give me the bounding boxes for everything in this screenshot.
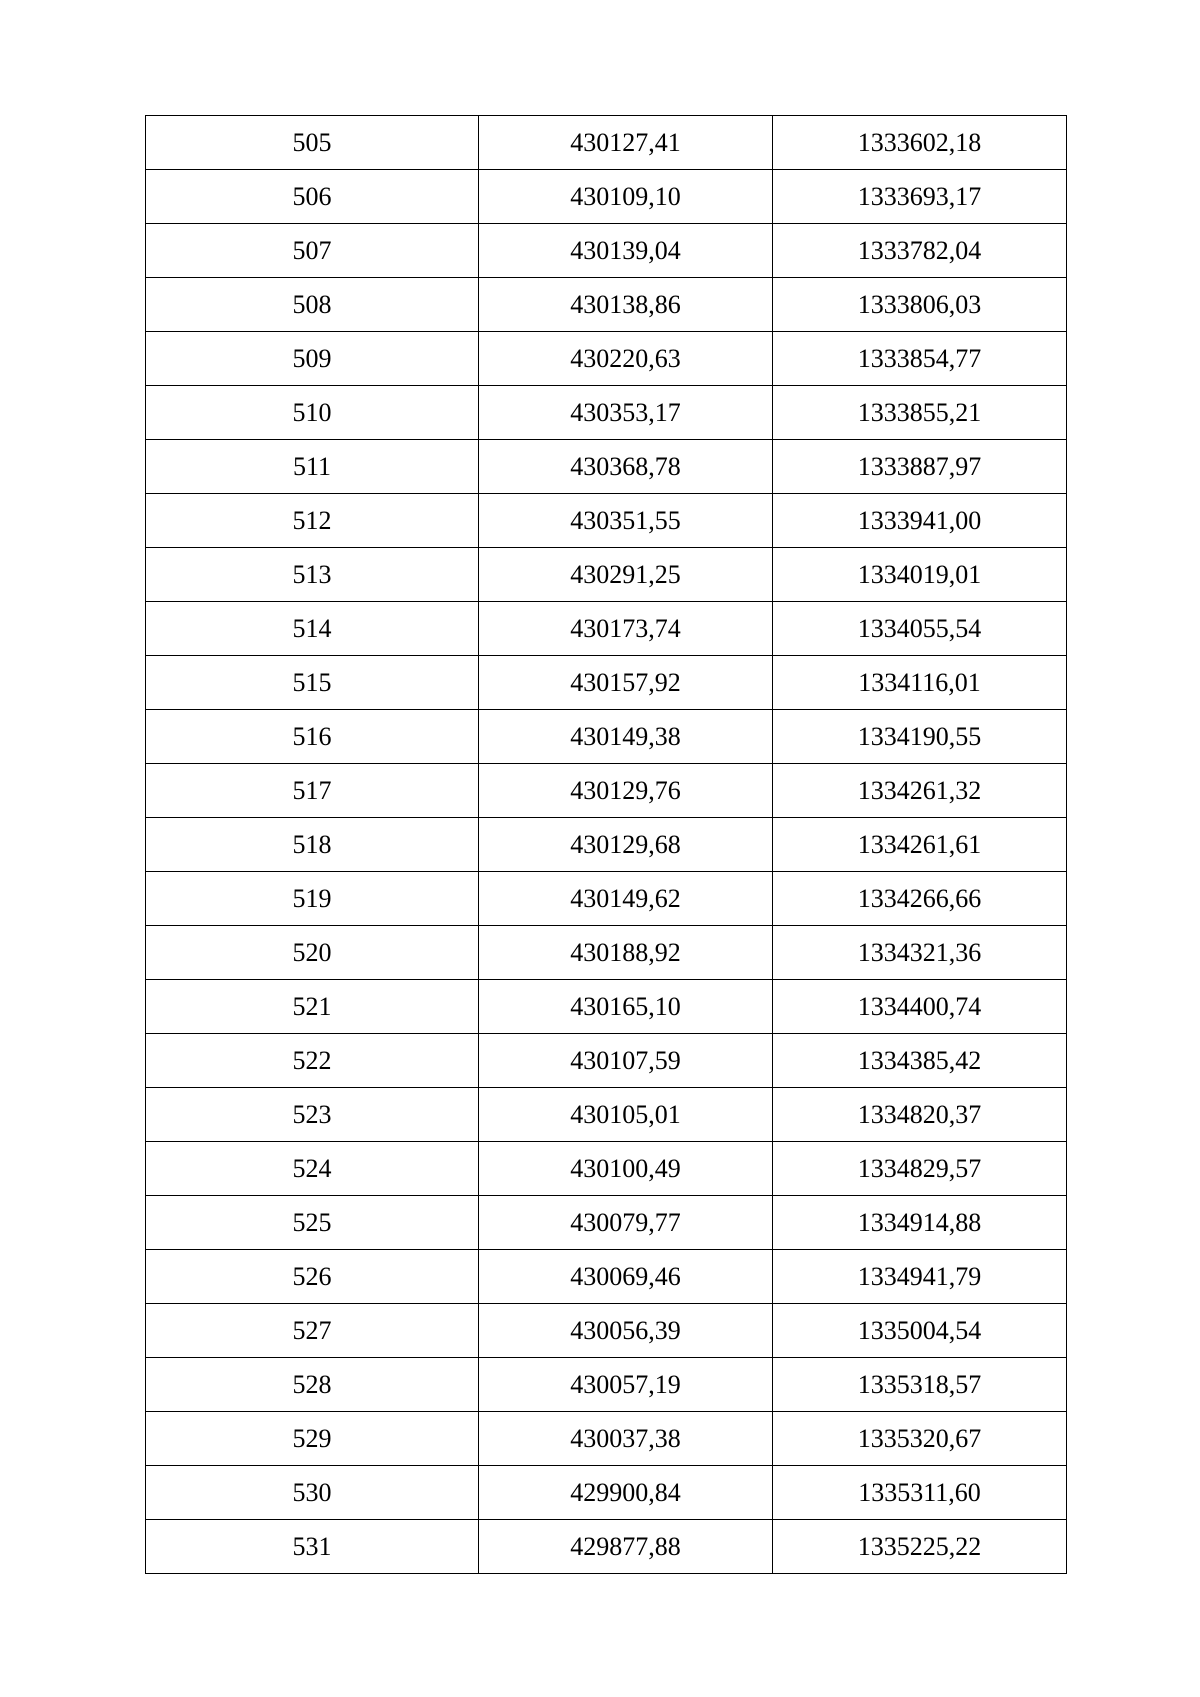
point-number-cell: 519 bbox=[146, 872, 479, 926]
x-coordinate-cell: 430188,92 bbox=[479, 926, 773, 980]
y-coordinate-cell: 1335004,54 bbox=[773, 1304, 1067, 1358]
point-number-cell: 515 bbox=[146, 656, 479, 710]
point-number-cell: 507 bbox=[146, 224, 479, 278]
point-number-cell: 523 bbox=[146, 1088, 479, 1142]
table-row bbox=[146, 602, 1067, 656]
table-row bbox=[146, 440, 1067, 494]
point-number-cell: 512 bbox=[146, 494, 479, 548]
y-coordinate-cell: 1334914,88 bbox=[773, 1196, 1067, 1250]
table-row bbox=[146, 656, 1067, 710]
point-number-cell: 530 bbox=[146, 1466, 479, 1520]
y-coordinate-cell: 1334261,61 bbox=[773, 818, 1067, 872]
y-coordinate-cell: 1334190,55 bbox=[773, 710, 1067, 764]
y-coordinate-cell: 1334019,01 bbox=[773, 548, 1067, 602]
y-coordinate-cell: 1334820,37 bbox=[773, 1088, 1067, 1142]
y-coordinate-cell: 1334385,42 bbox=[773, 1034, 1067, 1088]
x-coordinate-cell: 430079,77 bbox=[479, 1196, 773, 1250]
table-row bbox=[146, 224, 1067, 278]
point-number-cell: 527 bbox=[146, 1304, 479, 1358]
x-coordinate-cell: 430127,41 bbox=[479, 116, 773, 170]
point-number-cell: 529 bbox=[146, 1412, 479, 1466]
y-coordinate-cell: 1334400,74 bbox=[773, 980, 1067, 1034]
point-number-cell: 531 bbox=[146, 1520, 479, 1574]
y-coordinate-cell: 1335311,60 bbox=[773, 1466, 1067, 1520]
point-number-cell: 521 bbox=[146, 980, 479, 1034]
point-number-cell: 508 bbox=[146, 278, 479, 332]
x-coordinate-cell: 430129,76 bbox=[479, 764, 773, 818]
table-row bbox=[146, 764, 1067, 818]
point-number-cell: 526 bbox=[146, 1250, 479, 1304]
point-number-cell: 528 bbox=[146, 1358, 479, 1412]
y-coordinate-cell: 1333854,77 bbox=[773, 332, 1067, 386]
y-coordinate-cell: 1335225,22 bbox=[773, 1520, 1067, 1574]
table-row bbox=[146, 1034, 1067, 1088]
y-coordinate-cell: 1333855,21 bbox=[773, 386, 1067, 440]
x-coordinate-cell: 430149,38 bbox=[479, 710, 773, 764]
x-coordinate-cell: 430291,25 bbox=[479, 548, 773, 602]
y-coordinate-cell: 1334055,54 bbox=[773, 602, 1067, 656]
point-number-cell: 522 bbox=[146, 1034, 479, 1088]
table-row bbox=[146, 710, 1067, 764]
point-number-cell: 506 bbox=[146, 170, 479, 224]
table-row bbox=[146, 1088, 1067, 1142]
table-row bbox=[146, 116, 1067, 170]
table-row bbox=[146, 872, 1067, 926]
x-coordinate-cell: 430149,62 bbox=[479, 872, 773, 926]
x-coordinate-cell: 430353,17 bbox=[479, 386, 773, 440]
table-row bbox=[146, 278, 1067, 332]
point-number-cell: 513 bbox=[146, 548, 479, 602]
coordinates-table bbox=[145, 115, 1067, 1574]
point-number-cell: 524 bbox=[146, 1142, 479, 1196]
y-coordinate-cell: 1334261,32 bbox=[773, 764, 1067, 818]
x-coordinate-cell: 430069,46 bbox=[479, 1250, 773, 1304]
x-coordinate-cell: 429877,88 bbox=[479, 1520, 773, 1574]
table-row bbox=[146, 386, 1067, 440]
x-coordinate-cell: 430100,49 bbox=[479, 1142, 773, 1196]
table-row bbox=[146, 1142, 1067, 1196]
table-row bbox=[146, 980, 1067, 1034]
x-coordinate-cell: 430368,78 bbox=[479, 440, 773, 494]
table-row bbox=[146, 1466, 1067, 1520]
x-coordinate-cell: 430173,74 bbox=[479, 602, 773, 656]
x-coordinate-cell: 430351,55 bbox=[479, 494, 773, 548]
x-coordinate-cell: 430105,01 bbox=[479, 1088, 773, 1142]
y-coordinate-cell: 1334321,36 bbox=[773, 926, 1067, 980]
x-coordinate-cell: 430109,10 bbox=[479, 170, 773, 224]
table-row bbox=[146, 170, 1067, 224]
table-row bbox=[146, 494, 1067, 548]
y-coordinate-cell: 1335320,67 bbox=[773, 1412, 1067, 1466]
x-coordinate-cell: 430165,10 bbox=[479, 980, 773, 1034]
point-number-cell: 518 bbox=[146, 818, 479, 872]
table-row bbox=[146, 1358, 1067, 1412]
y-coordinate-cell: 1334941,79 bbox=[773, 1250, 1067, 1304]
table-row bbox=[146, 926, 1067, 980]
x-coordinate-cell: 429900,84 bbox=[479, 1466, 773, 1520]
point-number-cell: 514 bbox=[146, 602, 479, 656]
y-coordinate-cell: 1333602,18 bbox=[773, 116, 1067, 170]
y-coordinate-cell: 1333941,00 bbox=[773, 494, 1067, 548]
y-coordinate-cell: 1334266,66 bbox=[773, 872, 1067, 926]
x-coordinate-cell: 430138,86 bbox=[479, 278, 773, 332]
y-coordinate-cell: 1333693,17 bbox=[773, 170, 1067, 224]
table-row bbox=[146, 1196, 1067, 1250]
y-coordinate-cell: 1333782,04 bbox=[773, 224, 1067, 278]
table-row bbox=[146, 1520, 1067, 1574]
table-row bbox=[146, 1250, 1067, 1304]
point-number-cell: 525 bbox=[146, 1196, 479, 1250]
x-coordinate-cell: 430037,38 bbox=[479, 1412, 773, 1466]
table-row bbox=[146, 1412, 1067, 1466]
y-coordinate-cell: 1334116,01 bbox=[773, 656, 1067, 710]
point-number-cell: 516 bbox=[146, 710, 479, 764]
table-row bbox=[146, 818, 1067, 872]
point-number-cell: 520 bbox=[146, 926, 479, 980]
x-coordinate-cell: 430157,92 bbox=[479, 656, 773, 710]
point-number-cell: 510 bbox=[146, 386, 479, 440]
point-number-cell: 517 bbox=[146, 764, 479, 818]
x-coordinate-cell: 430056,39 bbox=[479, 1304, 773, 1358]
point-number-cell: 505 bbox=[146, 116, 479, 170]
table-row bbox=[146, 1304, 1067, 1358]
x-coordinate-cell: 430139,04 bbox=[479, 224, 773, 278]
x-coordinate-cell: 430057,19 bbox=[479, 1358, 773, 1412]
coordinates-table-body bbox=[146, 116, 1067, 1574]
x-coordinate-cell: 430129,68 bbox=[479, 818, 773, 872]
y-coordinate-cell: 1334829,57 bbox=[773, 1142, 1067, 1196]
y-coordinate-cell: 1333887,97 bbox=[773, 440, 1067, 494]
x-coordinate-cell: 430220,63 bbox=[479, 332, 773, 386]
point-number-cell: 509 bbox=[146, 332, 479, 386]
table-row bbox=[146, 548, 1067, 602]
y-coordinate-cell: 1335318,57 bbox=[773, 1358, 1067, 1412]
y-coordinate-cell: 1333806,03 bbox=[773, 278, 1067, 332]
x-coordinate-cell: 430107,59 bbox=[479, 1034, 773, 1088]
point-number-cell: 511 bbox=[146, 440, 479, 494]
table-row bbox=[146, 332, 1067, 386]
